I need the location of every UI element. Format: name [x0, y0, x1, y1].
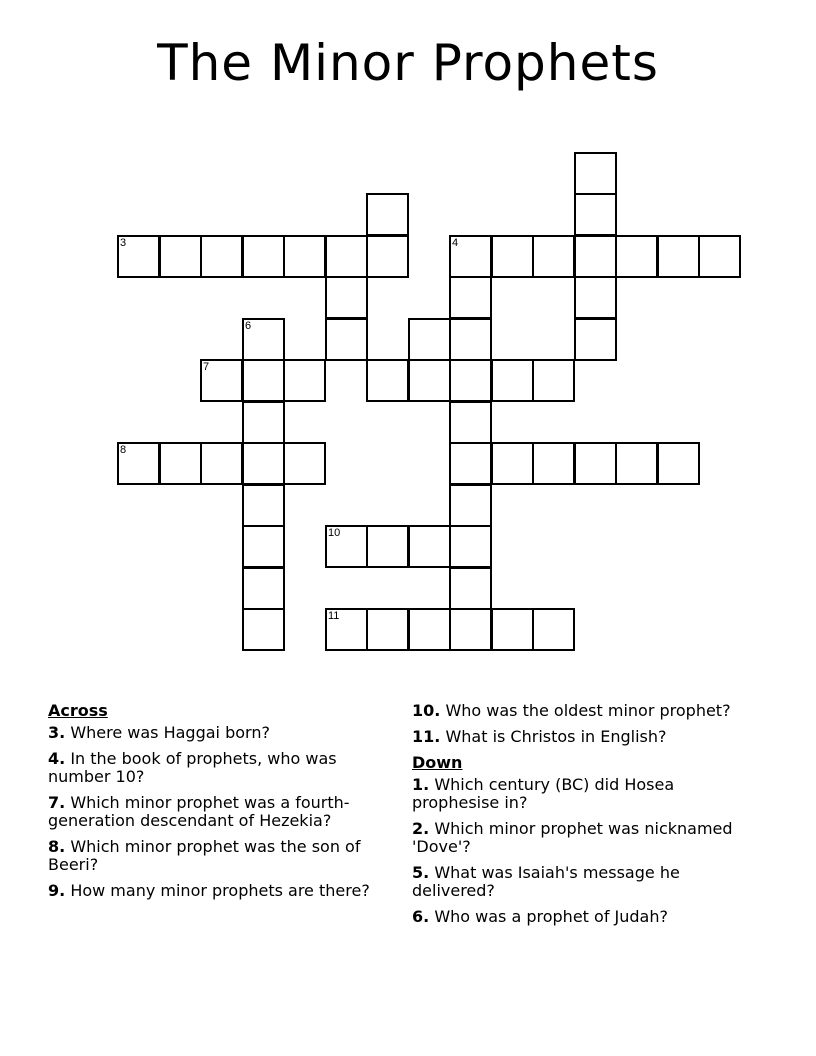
grid-cell[interactable]: [242, 567, 285, 610]
clue-number: 3: [120, 237, 127, 249]
clue-number: 7: [203, 361, 210, 373]
grid-cell[interactable]: [657, 235, 700, 278]
grid-cell[interactable]: [325, 276, 368, 319]
grid-cell[interactable]: [532, 608, 575, 651]
across-heading: Across: [48, 701, 108, 720]
clue-across-4: 4. In the book of prophets, who was number 10?: [48, 749, 337, 786]
grid-cell[interactable]: [408, 318, 451, 361]
grid-cell[interactable]: [574, 193, 617, 236]
grid-cell[interactable]: [657, 442, 700, 485]
clue-across-11: 11. What is Christos in English?: [412, 727, 667, 746]
grid-cell[interactable]: [532, 442, 575, 485]
grid-cell[interactable]: [242, 235, 285, 278]
grid-cell[interactable]: [366, 235, 409, 278]
grid-cell[interactable]: [325, 318, 368, 361]
grid-cell[interactable]: [615, 235, 658, 278]
grid-cell[interactable]: [283, 442, 326, 485]
clue-number: 10: [328, 527, 341, 539]
grid-cell[interactable]: [532, 359, 575, 402]
grid-cell[interactable]: [117, 235, 160, 278]
clue-number: 8: [120, 444, 127, 456]
grid-cell[interactable]: [242, 359, 285, 402]
clue-across-3: 3. Where was Haggai born?: [48, 723, 270, 742]
grid-cell[interactable]: [242, 608, 285, 651]
grid-cell[interactable]: [408, 359, 451, 402]
clue-number: 4: [452, 237, 459, 249]
grid-cell[interactable]: [242, 442, 285, 485]
grid-cell[interactable]: [159, 235, 202, 278]
grid-cell[interactable]: [242, 401, 285, 444]
grid-cell[interactable]: [325, 608, 368, 651]
clue-across-10: 10. Who was the oldest minor prophet?: [412, 701, 731, 720]
grid-cell[interactable]: [449, 484, 492, 527]
grid-cell[interactable]: [159, 442, 202, 485]
grid-cell[interactable]: [574, 442, 617, 485]
clue-across-9: 9. How many minor prophets are there?: [48, 881, 370, 900]
grid-cell[interactable]: [242, 484, 285, 527]
grid-cell[interactable]: [574, 276, 617, 319]
grid-cell[interactable]: [491, 608, 534, 651]
grid-cell[interactable]: [449, 401, 492, 444]
grid-cell[interactable]: [366, 608, 409, 651]
grid-cell[interactable]: [532, 235, 575, 278]
grid-cell[interactable]: [325, 235, 368, 278]
grid-cell[interactable]: [366, 193, 409, 236]
grid-cell[interactable]: [283, 359, 326, 402]
grid-cell[interactable]: [698, 235, 741, 278]
grid-cell[interactable]: [449, 567, 492, 610]
grid-cell[interactable]: [449, 235, 492, 278]
grid-cell[interactable]: [449, 442, 492, 485]
grid-cell[interactable]: [449, 608, 492, 651]
grid-cell[interactable]: [491, 359, 534, 402]
grid-cell[interactable]: [408, 608, 451, 651]
grid-cell[interactable]: [574, 235, 617, 278]
grid-cell[interactable]: [200, 235, 243, 278]
grid-cell[interactable]: [242, 525, 285, 568]
grid-cell[interactable]: [283, 235, 326, 278]
grid-cell[interactable]: [449, 276, 492, 319]
grid-cell[interactable]: [325, 525, 368, 568]
grid-cell[interactable]: [491, 235, 534, 278]
clue-number: 11: [328, 610, 340, 622]
clues-right-column: [412, 702, 742, 934]
grid-cell[interactable]: [200, 359, 243, 402]
clue-down-5: 5. What was Isaiah's message he delivered?: [412, 863, 680, 900]
grid-cell[interactable]: [408, 525, 451, 568]
grid-cell[interactable]: [242, 318, 285, 361]
down-heading: Down: [412, 753, 463, 772]
page-title: The Minor Prophets: [157, 34, 659, 92]
grid-cell[interactable]: [366, 359, 409, 402]
clue-down-1: 1. Which century (BC) did Hosea prophesise in?: [412, 775, 675, 812]
clues-left-column: [48, 702, 378, 908]
grid-cell[interactable]: [449, 359, 492, 402]
grid-cell[interactable]: [449, 525, 492, 568]
grid-cell[interactable]: [200, 442, 243, 485]
grid-cell[interactable]: [449, 318, 492, 361]
grid-cell[interactable]: [615, 442, 658, 485]
grid-cell[interactable]: [491, 442, 534, 485]
grid-cell[interactable]: [574, 152, 617, 195]
grid-cell[interactable]: [366, 525, 409, 568]
clue-across-8: 8. Which minor prophet was the son of Beeri?: [48, 837, 361, 874]
clue-down-6: 6. Who was a prophet of Judah?: [412, 907, 668, 926]
grid-cell[interactable]: [117, 442, 160, 485]
clue-number: 6: [245, 320, 252, 332]
grid-cell[interactable]: [574, 318, 617, 361]
clue-down-2: 2. Which minor prophet was nicknamed 'Dove'?: [412, 819, 733, 856]
clue-across-7: 7. Which minor prophet was a fourth-generation descendant of Hezekia?: [48, 793, 350, 830]
